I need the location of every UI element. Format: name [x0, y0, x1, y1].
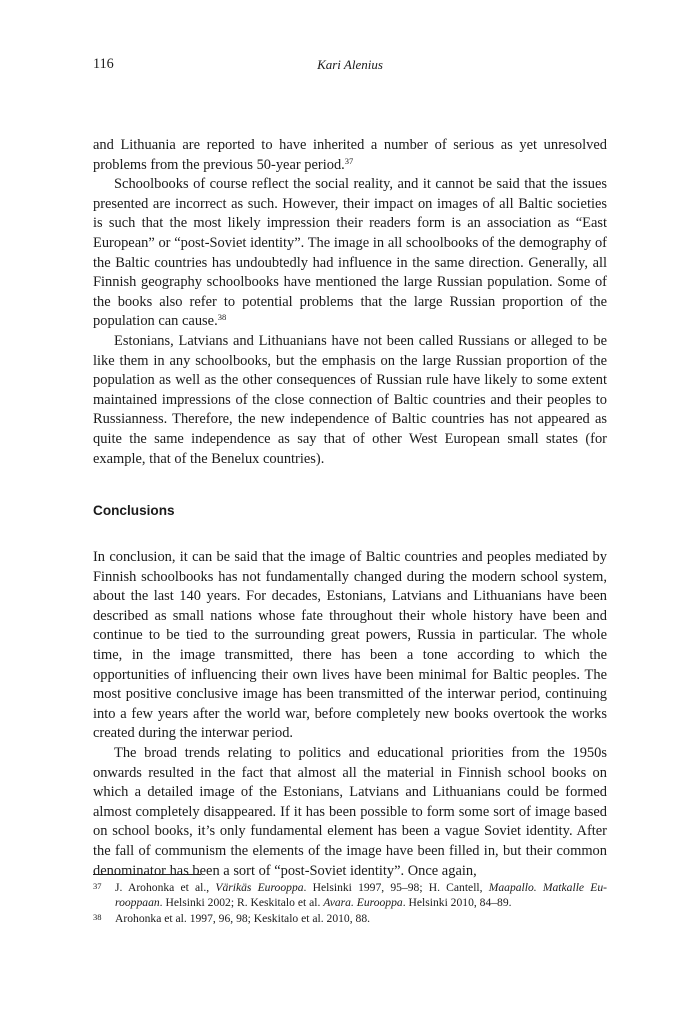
footnote-37 — [93, 880, 607, 911]
section-heading-conclusions: Conclusions — [93, 503, 175, 519]
paragraph-text: and Lithuania are reported to have inherited a number of serious as yet unresolved problems from the previous 50-year period. — [93, 137, 607, 173]
body-text — [93, 136, 607, 881]
footnote-ref-37[interactable]: 37 — [344, 155, 354, 166]
footnote-title-italic: Avara. Eurooppa — [323, 896, 403, 910]
page-number: 116 — [93, 56, 114, 72]
footnote-text: Arohonka et al. 1997, 96, 98; Keskitalo et al. 2010, 88. — [115, 911, 371, 925]
footnote-text: . Helsinki 1997, 95–98; H. Cantell, — [303, 881, 489, 894]
footnote-number: 38 — [93, 911, 102, 922]
paragraph-text: Schoolbooks of course reflect the social reality, and it cannot be said that the issues presented are incorrect as such. However, their impact on images of all Baltic societies is such that the most likely impression their readers form is an association as “East European” or “post-Soviet identity”. The image in all schoolbooks of the demography of the Baltic countries has undoubtedly had influence in the same direction. Generally, all Finnish geography schoolbooks have mentioned the large Russian population. Some of the books also refer to potential problems that the large Russian proportion of the population can cause. — [93, 176, 607, 330]
running-head-author: Kari Alenius — [317, 57, 383, 72]
paragraph-estonians: Estonians, Latvians and Lithuanians have not been called Russians or alleged to be like them in any schoolbooks, but the emphasis on the large Russian proportion of the population as well as the other consequences of Russian rule have likely to some extent maintained impressions of the close connection of Baltic countries and their peoples to Russianness. Therefore, the new independence of Baltic countries has not appeared as quite the same independence as say that of other West European small states (for example, that of the Benelux countries). — [93, 332, 607, 467]
paragraph-conclusion: In conclusion, it can be said that the image of Baltic countries and peoples mediated by Finnish schoolbooks has not fundamentally changed during the modern school system, about the last 140 years. For decades, Estonians, Latvians and Lithuanians have been described as small nations whose fate throughout their whole history have been and continue to be tied to the surrounding great powers, Russia in particular. The whole time, in the image transmitted, there has been a tone according to which the opportunities of influencing their own lives have been minimal for Baltic peoples. The most positive conclusive image has been transmitted of the interwar period, continuing into a few years after the world war, before completely new books overtook the works created during the interwar period. — [93, 549, 607, 742]
footnote-title-italic: Värikäs Eurooppa — [215, 881, 304, 894]
footnote-text: J. Arohonka et al., — [115, 881, 216, 894]
footnotes — [93, 874, 607, 926]
footnote-title-italic: Maapallo. Matkalle Eurooppaan — [115, 881, 607, 910]
paragraph-continuation — [93, 136, 607, 175]
footnote-divider — [93, 874, 201, 875]
footnote-text: . Helsinki 2002; R. Keskitalo et al. — [159, 896, 324, 910]
page-header — [93, 56, 607, 74]
paragraph-schoolbooks — [93, 175, 607, 332]
footnote-text: . Helsinki 2010, 84–89. — [402, 896, 512, 910]
footnote-38 — [93, 911, 607, 926]
footnote-number: 37 — [93, 881, 102, 891]
footnote-ref-38[interactable]: 38 — [217, 312, 227, 323]
paragraph-broad-trends: The broad trends relating to politics and educational priorities from the 1950s onwards resulted in the fact that almost all the material in Finnish school books on which a detailed image of the Estonians, Latvians and Lithuanians could be formed almost completely disappeared. If it has been possible to form some sort of image based on school books, it’s only fundamental element has been a vague Soviet identity. After the fall of communism the elements of the image have been filled in, but their common denominator has been a sort of “post-Soviet identity”. Once again, — [93, 745, 607, 879]
